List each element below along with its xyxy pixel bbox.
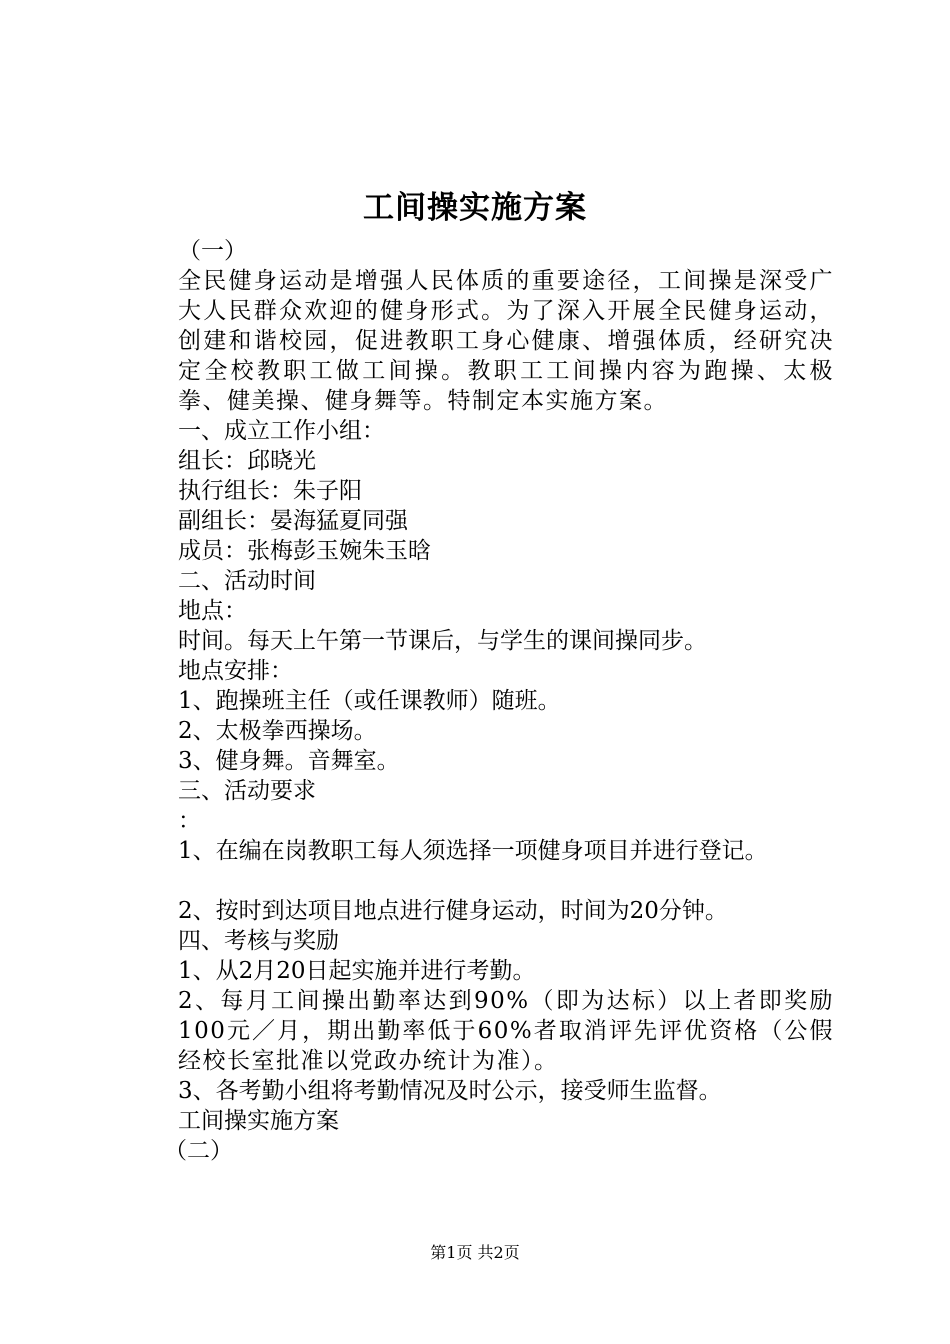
section-label-2: （二） bbox=[164, 1138, 233, 1164]
exec-leader-line: 执行组长：朱子阳 bbox=[178, 478, 362, 504]
heading-activity-requirements: 三、活动要求 bbox=[178, 778, 316, 804]
reward-1: 1、从2月20日起实施并进行考勤。 bbox=[178, 958, 536, 984]
place-item-2: 2、太极拳西操场。 bbox=[178, 718, 377, 744]
deputy-leader-line: 副组长：晏海猛夏同强 bbox=[178, 508, 408, 534]
page-footer: 第1页 共2页 bbox=[430, 1243, 520, 1262]
place-label: 地点： bbox=[178, 598, 247, 624]
place-arrangement-label: 地点安排： bbox=[178, 658, 293, 684]
subtitle-repeat: 工间操实施方案 bbox=[178, 1108, 339, 1134]
place-item-3: 3、健身舞。音舞室。 bbox=[178, 748, 400, 774]
reward-2-paragraph: 2、每月工间操出勤率达到90%（即为达标）以上者即奖励100元／月，期出勤率低于60%者取消评先评优资格（公假经校长室批准以党政办统计为准）。 bbox=[178, 988, 834, 1074]
intro-paragraph: 全民健身运动是增强人民体质的重要途径，工间操是深受广大人民群众欢迎的健身形式。为了深入开展全民健身运动，创建和谐校园，促进教职工身心健康、增强体质，经研究决定全校教职工做工间操。教职工工间操内容为跑操、太极拳、健美操、健身舞等。特制定本实施方案。 bbox=[178, 268, 834, 414]
time-line: 时间。每天上午第一节课后，与学生的课间操同步。 bbox=[178, 628, 707, 654]
members-line: 成员：张梅彭玉婉朱玉晗 bbox=[178, 538, 431, 564]
heading-assessment-reward: 四、考核与奖励 bbox=[178, 928, 339, 954]
heading-activity-time: 二、活动时间 bbox=[178, 568, 316, 594]
reward-3: 3、各考勤小组将考勤情况及时公示，接受师生监督。 bbox=[178, 1078, 722, 1104]
place-item-1: 1、跑操班主任（或任课教师）随班。 bbox=[178, 688, 561, 714]
heading-work-group: 一、成立工作小组： bbox=[178, 418, 385, 444]
requirement-1: 1、在编在岗教职工每人须选择一项健身项目并进行登记。 bbox=[178, 838, 768, 864]
colon-line: ： bbox=[178, 808, 201, 834]
section-label-1: （一） bbox=[178, 238, 247, 264]
blank-line bbox=[128, 866, 834, 896]
document-body bbox=[128, 236, 834, 1166]
requirement-2: 2、按时到达项目地点进行健身运动，时间为20分钟。 bbox=[178, 898, 728, 924]
document-title: 工间操实施方案 bbox=[363, 190, 587, 226]
leader-line: 组长：邱晓光 bbox=[178, 448, 316, 474]
